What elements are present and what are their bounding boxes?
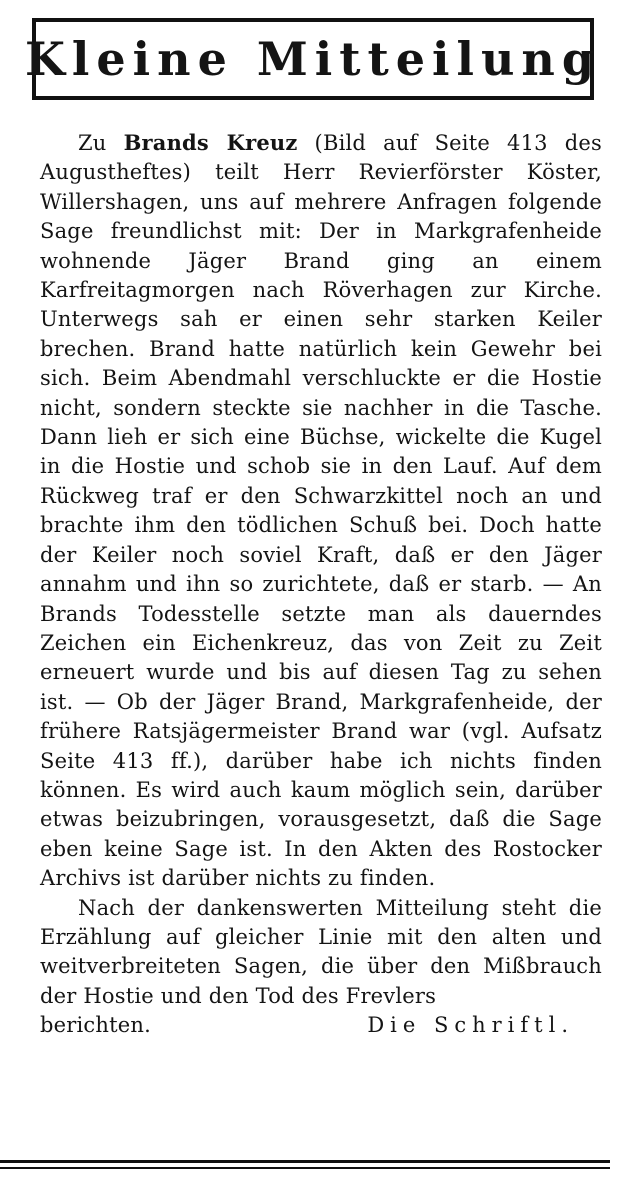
paragraph-1 [40, 128, 602, 894]
title-frame [24, 18, 602, 100]
signature: Die Schriftl. [367, 1013, 574, 1038]
page-title: Kleine Mitteilung [24, 32, 602, 86]
article-body [40, 128, 602, 1041]
closing-line [40, 1011, 602, 1040]
paragraph-2-last-word: berichten. [40, 1013, 151, 1038]
paragraph-1-text: (Bild auf Seite 413 des Augustheftes) teilt Herr Revierförster Köster, Willershagen, uns auf mehrere Anfragen folgende Sage freundlichst mit: Der in Markgrafenheide wohnende Jäger Brand ging an einem Karfreitagmorgen nach Röverhagen zur Kirche. Unterwegs sah er einen sehr starken Keiler brechen. Brand hatte natürlich kein Gewehr bei sich. Beim Abendmahl verschluckte er die Hostie nicht, sondern steckte sie nachher in die Tasche. Dann lieh er sich eine Büchse, wickelte die Kugel in die Hostie und schob sie in den Lauf. Auf dem Rückweg traf er den Schwarzkittel noch an und brachte ihm den tödlichen Schuß bei. Doch hatte der Keiler noch soviel Kraft, daß er den Jäger annahm und ihn so zurichtete, daß er starb. — An Brands Todesstelle setzte man als dauerndes Zeichen ein Eichenkreuz, das von Zeit zu Zeit erneuert wurde und bis auf diesen Tag zu sehen ist. — Ob der Jäger Brand, Markgrafenheide, der frühere Ratsjägermeister Brand war (vgl. Aufsatz Seite 413 ff.), darüber habe ich nichts finden können. Es wird auch kaum möglich sein, darüber etwas beizubringen, vorausgesetzt, daß die Sage eben keine Sage ist. In den Akten des Rostocker Archivs ist darüber nichts zu finden. [40, 131, 602, 891]
paragraph-2-text: Nach der dankenswerten Mitteilung steht die Erzählung auf gleicher Linie mit den alten und weitverbreiteten Sagen, die über den Mißbrauch der Hostie und den Tod des Frevlers [40, 895, 602, 1008]
bottom-rule-thin [0, 1167, 610, 1169]
paragraph-1-bold-term: Brands Kreuz [123, 130, 298, 155]
bottom-rule-thick [0, 1160, 610, 1163]
paragraph-1-intro: Zu [78, 131, 124, 155]
paragraph-2 [40, 894, 602, 1012]
